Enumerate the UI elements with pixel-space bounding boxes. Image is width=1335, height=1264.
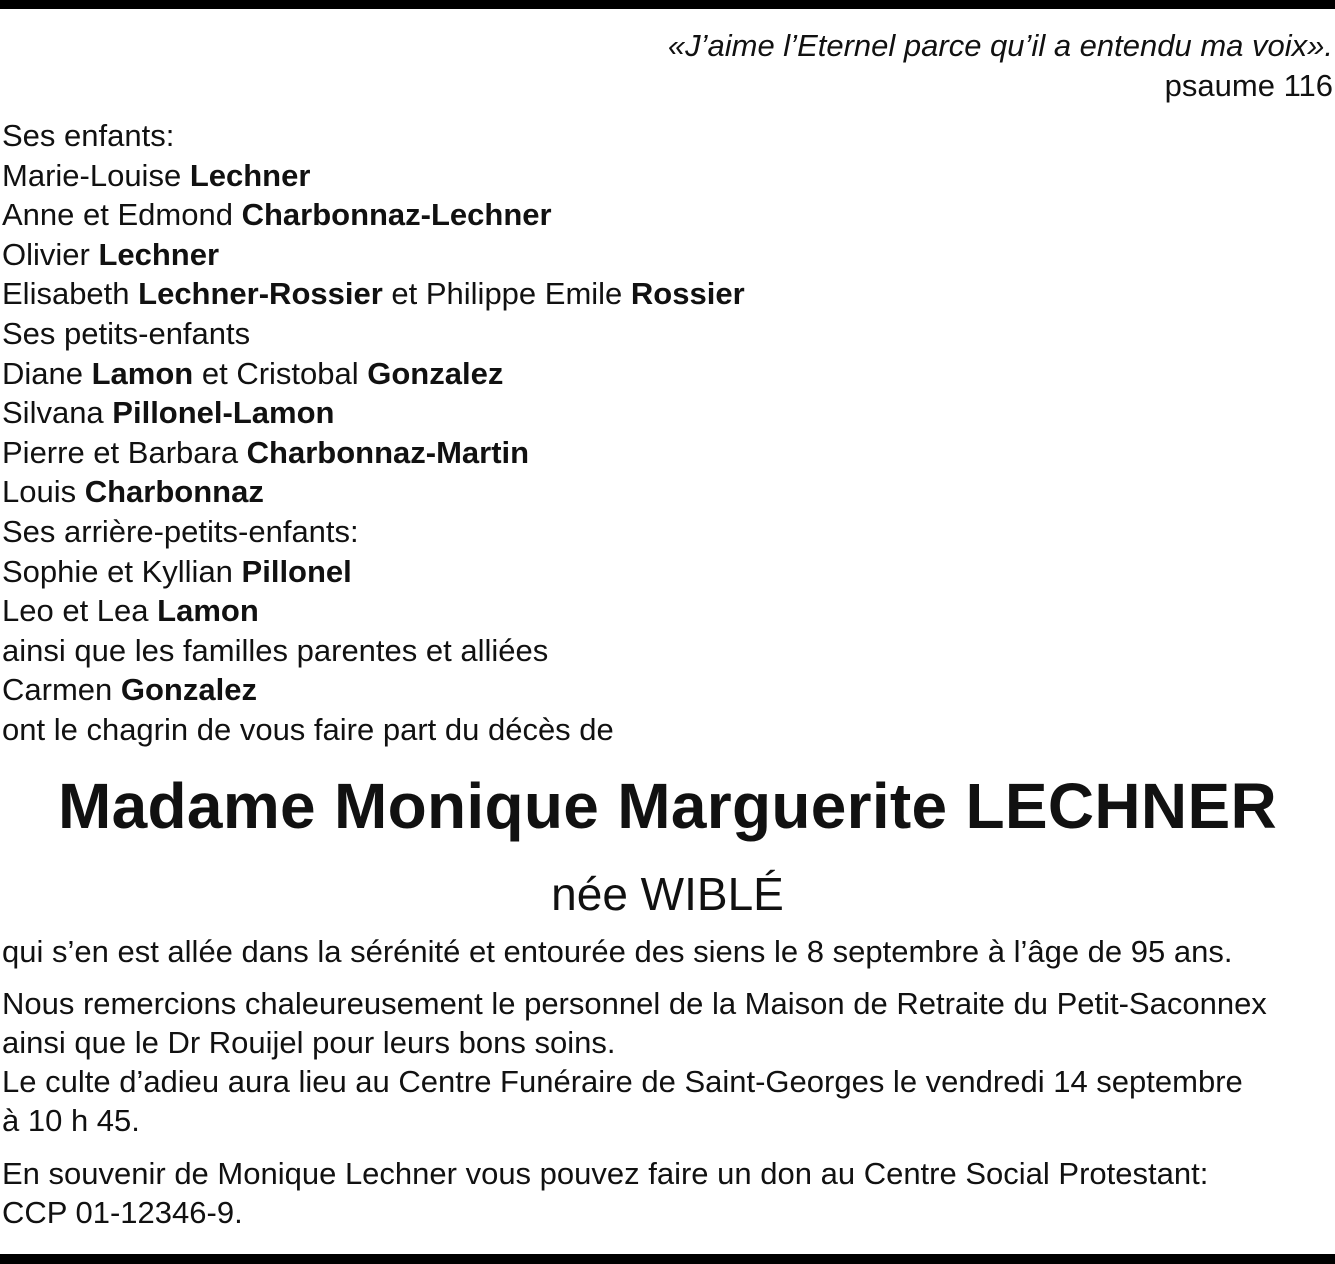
family-text: Diane bbox=[2, 355, 92, 391]
family-line bbox=[2, 552, 745, 592]
family-text: Olivier bbox=[2, 236, 99, 272]
family-text: Carmen bbox=[2, 672, 121, 708]
top-border-rule bbox=[0, 0, 1335, 9]
family-line bbox=[2, 314, 745, 354]
family-surname: Pillonel-Lamon bbox=[112, 395, 335, 431]
family-surname: Lechner bbox=[98, 236, 220, 272]
family-line bbox=[2, 710, 745, 750]
family-line bbox=[2, 472, 745, 512]
family-surname: Pillonel bbox=[241, 553, 352, 589]
epigraph-quote: «J’aime l’Eternel parce qu’il a entendu ma voix». bbox=[667, 28, 1333, 63]
family-line bbox=[2, 591, 745, 631]
family-line bbox=[2, 274, 745, 314]
family-surname: Lamon bbox=[157, 593, 259, 629]
family-text: Pierre et Barbara bbox=[2, 434, 247, 470]
family-text: ainsi que les familles parentes et alliées bbox=[2, 632, 549, 668]
service-line-1: Le culte d’adieu aura lieu au Centre Funéraire de Saint-Georges le vendredi 14 septembre bbox=[2, 1064, 1243, 1099]
family-text: Marie-Louise bbox=[2, 157, 190, 193]
family-text: Leo et Lea bbox=[2, 593, 158, 629]
family-text: Silvana bbox=[2, 395, 113, 431]
family-text: Ses petits-enfants bbox=[2, 315, 251, 351]
passing-statement: qui s’en est allée dans la sérénité et entourée des siens le 8 septembre à l’âge de 95 ans. bbox=[2, 934, 1233, 969]
donation-line-1: En souvenir de Monique Lechner vous pouvez faire un don au Centre Social Protestant: bbox=[2, 1156, 1209, 1191]
family-text: ont le chagrin de vous faire part du décès de bbox=[2, 711, 614, 747]
family-line bbox=[2, 433, 745, 473]
family-surname: Lamon bbox=[91, 355, 194, 391]
bottom-border-rule bbox=[0, 1254, 1335, 1264]
family-text: Louis bbox=[2, 474, 85, 510]
family-text: Elisabeth bbox=[2, 276, 139, 312]
family-line bbox=[2, 195, 745, 235]
family-surname: Gonzalez bbox=[120, 672, 257, 708]
family-surname: Rossier bbox=[630, 276, 745, 312]
family-line bbox=[2, 512, 745, 552]
family-surname: Lechner bbox=[189, 157, 311, 193]
family-text: Ses enfants: bbox=[2, 118, 175, 153]
maiden-name: née WIBLÉ bbox=[551, 868, 784, 920]
family-line bbox=[2, 670, 745, 710]
family-line bbox=[2, 156, 745, 196]
donation-note bbox=[2, 1154, 1333, 1232]
family-text: Ses arrière-petits-enfants: bbox=[2, 513, 359, 549]
family-text: Sophie et Kyllian bbox=[2, 553, 242, 589]
family-line bbox=[2, 235, 745, 275]
family-line bbox=[2, 116, 745, 156]
family-line bbox=[2, 631, 745, 671]
thanks-and-service bbox=[2, 984, 1333, 1140]
thanks-line-2: ainsi que le Dr Rouijel pour leurs bons soins. bbox=[2, 1025, 616, 1060]
epigraph bbox=[668, 26, 1333, 106]
family-list bbox=[2, 116, 745, 750]
family-surname: Charbonnaz-Martin bbox=[246, 434, 530, 470]
family-text: Anne et Edmond bbox=[2, 197, 242, 233]
family-surname: Charbonnaz-Lechner bbox=[241, 197, 552, 233]
family-surname: Charbonnaz bbox=[84, 474, 264, 510]
donation-line-2: CCP 01-12346-9. bbox=[2, 1195, 243, 1230]
family-surname: Lechner-Rossier bbox=[138, 276, 383, 312]
family-text: et Cristobal bbox=[193, 355, 368, 391]
deceased-name: Madame Monique Marguerite LECHNER bbox=[58, 770, 1277, 842]
family-text: et Philippe Emile bbox=[382, 276, 631, 312]
service-line-2: à 10 h 45. bbox=[2, 1103, 140, 1138]
family-line bbox=[2, 354, 745, 394]
family-line bbox=[2, 393, 745, 433]
epigraph-reference: psaume 116 bbox=[1164, 68, 1333, 103]
family-surname: Gonzalez bbox=[367, 355, 504, 391]
thanks-line-1: Nous remercions chaleureusement le personnel de la Maison de Retraite du Petit-Saconnex bbox=[2, 986, 1267, 1021]
